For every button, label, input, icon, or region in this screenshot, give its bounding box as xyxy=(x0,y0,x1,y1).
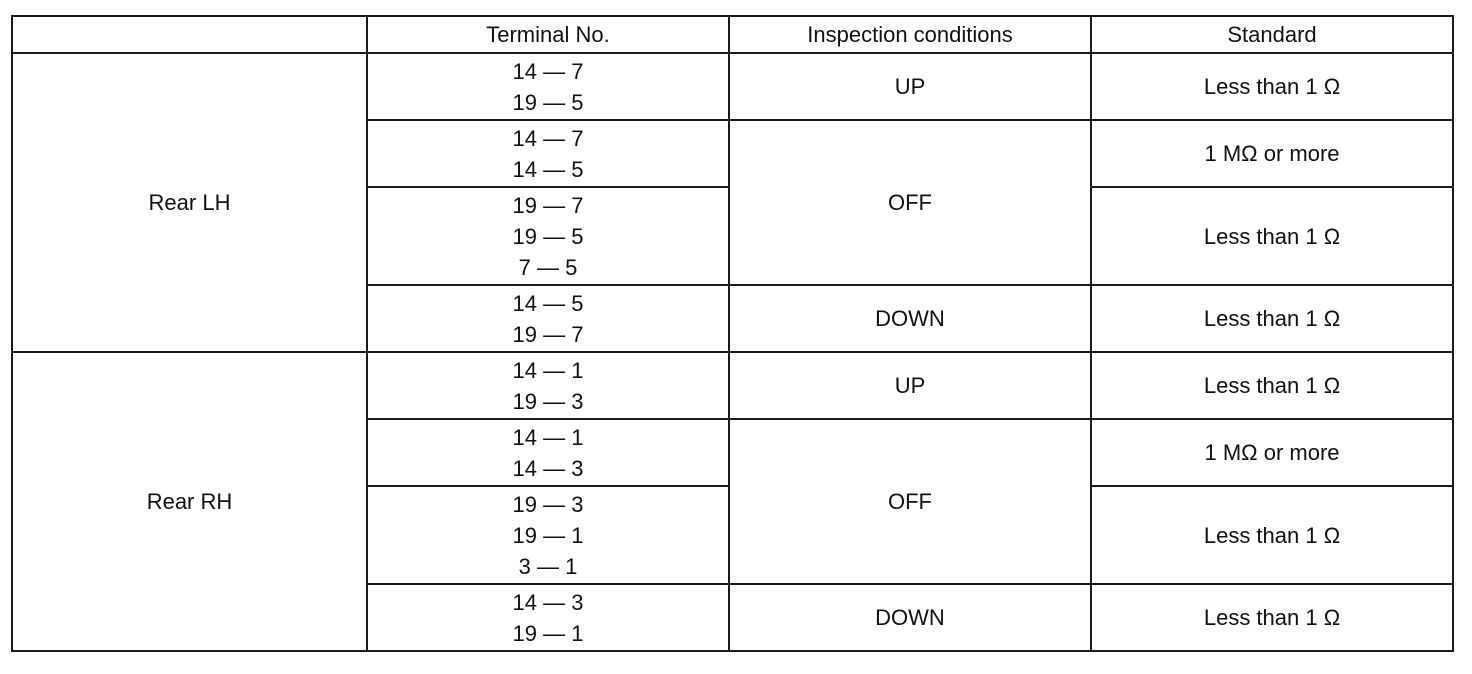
terminal-cell xyxy=(367,285,729,352)
terminal-pair: 19 — 5 xyxy=(512,89,584,115)
terminal-pair: 7 — 5 xyxy=(518,254,578,280)
condition-cell: DOWN xyxy=(729,285,1091,352)
condition-cell: UP xyxy=(729,352,1091,419)
terminal-cell xyxy=(367,419,729,486)
group-name-rear-lh: Rear LH xyxy=(12,53,367,352)
terminal-cell xyxy=(367,187,729,285)
terminal-pair: 19 — 3 xyxy=(512,388,584,414)
standard-cell: Less than 1 Ω xyxy=(1091,53,1453,120)
terminal-cell xyxy=(367,352,729,419)
condition-cell: OFF xyxy=(729,120,1091,285)
terminal-cell xyxy=(367,584,729,651)
terminal-pair: 3 — 1 xyxy=(518,553,578,579)
group-name-rear-rh: Rear RH xyxy=(12,352,367,651)
terminal-pair: 14 — 5 xyxy=(512,156,584,182)
condition-cell: OFF xyxy=(729,419,1091,584)
header-terminal-no: Terminal No. xyxy=(367,16,729,53)
header-standard: Standard xyxy=(1091,16,1453,53)
terminal-cell xyxy=(367,486,729,584)
header-row xyxy=(12,16,1453,53)
standard-cell: Less than 1 Ω xyxy=(1091,352,1453,419)
condition-cell: UP xyxy=(729,53,1091,120)
terminal-pair: 19 — 1 xyxy=(512,522,584,548)
standard-cell: 1 MΩ or more xyxy=(1091,120,1453,187)
table-row xyxy=(12,352,1453,419)
terminal-pair: 14 — 3 xyxy=(512,455,584,481)
condition-cell: DOWN xyxy=(729,584,1091,651)
terminal-pair: 14 — 1 xyxy=(512,424,584,450)
header-blank xyxy=(12,16,367,53)
terminal-pair: 19 — 1 xyxy=(512,620,584,646)
terminal-pair: 14 — 7 xyxy=(512,125,584,151)
terminal-cell xyxy=(367,120,729,187)
terminal-pair: 14 — 5 xyxy=(512,290,584,316)
standard-cell: Less than 1 Ω xyxy=(1091,285,1453,352)
header-inspection-conditions: Inspection conditions xyxy=(729,16,1091,53)
terminal-pair: 19 — 7 xyxy=(512,321,584,347)
standard-cell: Less than 1 Ω xyxy=(1091,187,1453,285)
terminal-pair: 19 — 7 xyxy=(512,192,584,218)
standard-cell: Less than 1 Ω xyxy=(1091,486,1453,584)
terminal-pair: 14 — 3 xyxy=(512,589,584,615)
inspection-table xyxy=(11,15,1454,652)
standard-cell: 1 MΩ or more xyxy=(1091,419,1453,486)
terminal-cell xyxy=(367,53,729,120)
terminal-pair: 19 — 3 xyxy=(512,491,584,517)
terminal-pair: 19 — 5 xyxy=(512,223,584,249)
terminal-pair: 14 — 1 xyxy=(512,357,584,383)
standard-cell: Less than 1 Ω xyxy=(1091,584,1453,651)
table-row xyxy=(12,53,1453,120)
terminal-pair: 14 — 7 xyxy=(512,58,584,84)
